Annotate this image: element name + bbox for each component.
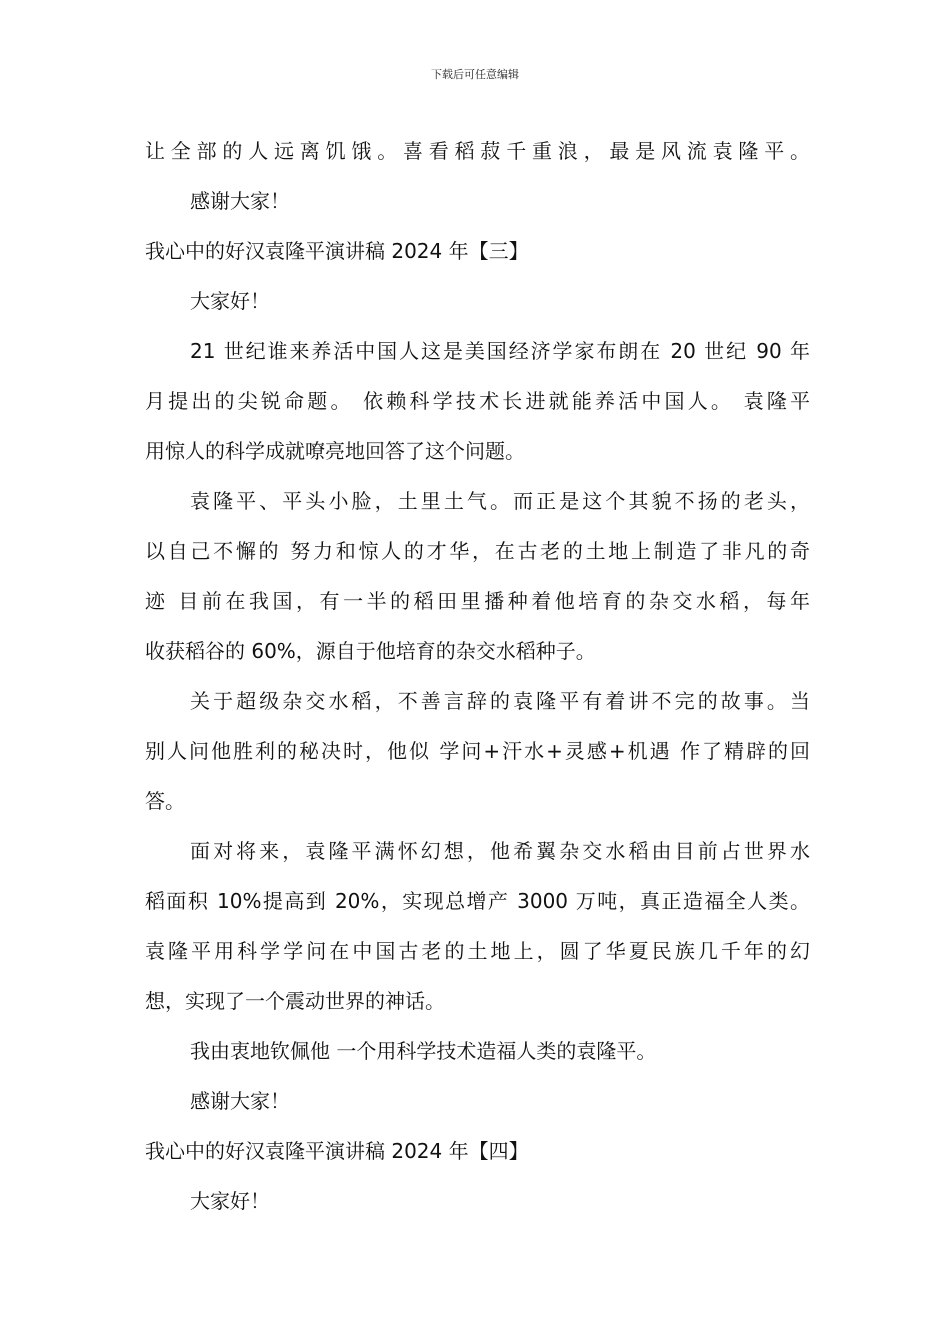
greeting-line: 大家好！ bbox=[190, 289, 270, 313]
paragraph-line: 答。 bbox=[145, 789, 185, 813]
paragraph-line: 月提出的尖锐命题。 依赖科学技术长进就能养活中国人。 袁隆平 bbox=[145, 389, 810, 413]
paragraph-line: 让全部的人远离饥饿。喜看稻菽千重浪，最是风流袁隆平。 bbox=[145, 139, 810, 163]
closing-line: 感谢大家！ bbox=[190, 1089, 290, 1113]
paragraph-line: 关于超级杂交水稻，不善言辞的袁隆平有着讲不完的故事。当 bbox=[190, 689, 810, 713]
paragraph-line: 稻面积 10%提高到 20%，实现总增产 3000 万吨，真正造福全人类。 bbox=[145, 889, 810, 913]
section-heading: 我心中的好汉袁隆平演讲稿 2024 年【三】 bbox=[145, 239, 529, 263]
paragraph-line: 别人问他胜利的秘决时，他似 学问+汗水+灵感+机遇 作了精辟的回 bbox=[145, 739, 810, 763]
greeting-line: 大家好！ bbox=[190, 1189, 270, 1213]
paragraph-line: 迹 目前在我国，有一半的稻田里播种着他培育的杂交水稻，每年 bbox=[145, 589, 810, 613]
paragraph-line: 用惊人的科学成就嘹亮地回答了这个问题。 bbox=[145, 439, 525, 463]
paragraph-line: 收获稻谷的 60%，源自于他培育的杂交水稻种子。 bbox=[145, 639, 596, 663]
page-header: 下载后可任意编辑 bbox=[431, 68, 519, 81]
section-heading: 我心中的好汉袁隆平演讲稿 2024 年【四】 bbox=[145, 1139, 529, 1163]
document-body bbox=[145, 126, 810, 1226]
paragraph-line: 面对将来，袁隆平满怀幻想，他希翼杂交水稻由目前占世界水 bbox=[190, 839, 810, 863]
closing-line: 感谢大家！ bbox=[190, 189, 290, 213]
paragraph-line: 袁隆平、平头小脸，土里土气。而正是这个其貌不扬的老头， bbox=[190, 489, 810, 513]
paragraph-line: 以自己不懈的 努力和惊人的才华，在古老的土地上制造了非凡的奇 bbox=[145, 539, 810, 563]
paragraph-line: 袁隆平用科学学问在中国古老的土地上，圆了华夏民族几千年的幻 bbox=[145, 939, 810, 963]
paragraph-line: 想，实现了一个震动世界的神话。 bbox=[145, 989, 445, 1013]
paragraph-line: 我由衷地钦佩他 一个用科学技术造福人类的袁隆平。 bbox=[190, 1039, 657, 1063]
paragraph-line: 21 世纪谁来养活中国人这是美国经济学家布朗在 20 世纪 90 年 bbox=[190, 339, 810, 363]
